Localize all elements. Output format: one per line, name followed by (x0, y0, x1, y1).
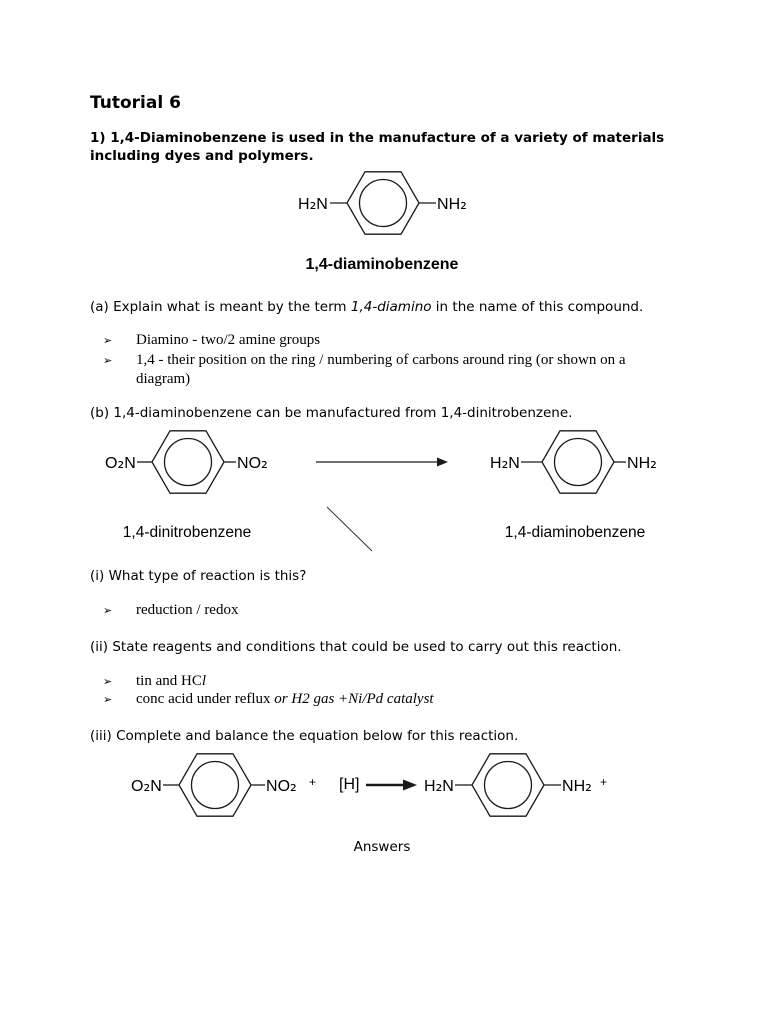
arrowhead-bullet-icon: ➢ (103, 334, 113, 347)
structure-1-benzene-ring (347, 172, 419, 234)
equation-reactant-aromatic-circle (192, 762, 239, 809)
scheme-product-right-group: NH₂ (627, 452, 657, 472)
answer-b-ii-bullet-2 (103, 690, 434, 709)
equation-reactant-benzene-ring (179, 754, 251, 816)
scheme-reactant-right-group: NO₂ (237, 452, 268, 472)
answer-b-ii-text-1-italic: l (201, 673, 207, 689)
subscript-digit: ₂ (117, 452, 125, 472)
answer-b-i-text-1: reduction / redox (136, 602, 239, 618)
decorative-diagonal-line (327, 507, 372, 551)
subscript-digit: ₂ (501, 452, 509, 472)
arrowhead-bullet-icon: ➢ (103, 354, 113, 367)
structure-1-name: 1,4-diaminobenzene (305, 256, 459, 273)
question-a-term: 1,4-diamino (350, 299, 432, 315)
question-b-text: (b) 1,4-diaminobenzene can be manufactured from 1,4-dinitrobenzene. (90, 405, 573, 421)
scheme-product-left-group: H₂N (490, 452, 520, 472)
scheme-product-benzene-ring (542, 431, 614, 493)
equation-product-right-group: NH₂ (562, 775, 592, 795)
question-1-text: 1) 1,4-Diaminobenzene is used in the manufacture of a variety of materials including dyes and polymers. (90, 130, 665, 164)
answer-a-text-1: Diamino - two/2 amine groups (136, 332, 321, 348)
equation-reactant-left-group: O₂N (131, 775, 162, 795)
equation-plus-2: + (600, 775, 608, 789)
answer-b-ii-text-2-italic: or H2 gas +Ni/Pd catalyst (274, 691, 434, 707)
question-b-iii-text: (iii) Complete and balance the equation below for this reaction. (90, 728, 519, 744)
subscript-digit: ₂ (309, 193, 317, 213)
subscript-digit: ₂ (143, 775, 151, 795)
answer-b-ii-bullet-1 (103, 672, 206, 691)
scheme-reactant-aromatic-circle (165, 439, 212, 486)
subscript-digit: ₂ (585, 775, 592, 795)
arrowhead-bullet-icon: ➢ (103, 604, 113, 617)
equation-arrow-head (403, 780, 417, 791)
scheme-reactant-left-group: O₂N (105, 452, 136, 472)
subscript-digit: ₂ (435, 775, 443, 795)
question-a-text (90, 298, 643, 316)
equation-plus-1: + (309, 775, 317, 789)
answer-a-bullet-2 (103, 351, 651, 389)
scheme-product-aromatic-circle (555, 439, 602, 486)
equation-reagent: [H] (339, 776, 360, 793)
question-a-suffix: in the name of this compound. (431, 299, 644, 315)
equation-product-aromatic-circle (485, 762, 532, 809)
answer-b-ii-text-1-main: tin and HC (136, 673, 202, 689)
question-b-i-text: (i) What type of reaction is this? (90, 568, 307, 584)
answer-a-bullet-1 (103, 331, 320, 350)
subscript-digit: ₂ (650, 452, 657, 472)
equation-product-benzene-ring (472, 754, 544, 816)
arrowhead-bullet-icon: ➢ (103, 675, 113, 688)
scheme-reaction-arrow-head (437, 458, 448, 467)
scheme-product-name: 1,4-diaminobenzene (504, 524, 646, 541)
subscript-digit: ₂ (261, 452, 268, 472)
structure-1-aromatic-circle (360, 180, 407, 227)
answer-b-ii-text-2 (136, 690, 434, 709)
arrowhead-bullet-icon: ➢ (103, 693, 113, 706)
scheme-reactant-benzene-ring (152, 431, 224, 493)
question-a-prefix: (a) Explain what is meant by the term (90, 299, 351, 315)
equation-product-left-group: H₂N (424, 775, 454, 795)
answer-b-ii-text-2-main: conc acid under reflux (136, 691, 275, 707)
equation-reactant-right-group: NO₂ (266, 775, 297, 795)
scheme-reactant-name: 1,4-dinitrobenzene (122, 524, 252, 541)
page-title: Tutorial 6 (90, 93, 181, 113)
structure-1-right-group: NH₂ (437, 193, 467, 213)
answers-label: Answers (353, 839, 411, 855)
subscript-digit: ₂ (290, 775, 297, 795)
answer-b-i-bullet-1 (103, 601, 238, 620)
answer-b-ii-text-1 (136, 672, 206, 691)
answer-a-text-2: 1,4 - their position on the ring / numbering of carbons around ring (or shown on a diagram) (136, 352, 626, 387)
question-b-ii-text: (ii) State reagents and conditions that could be used to carry out this reaction. (90, 639, 622, 655)
subscript-digit: ₂ (460, 193, 467, 213)
structure-1-left-group: H₂N (298, 193, 328, 213)
